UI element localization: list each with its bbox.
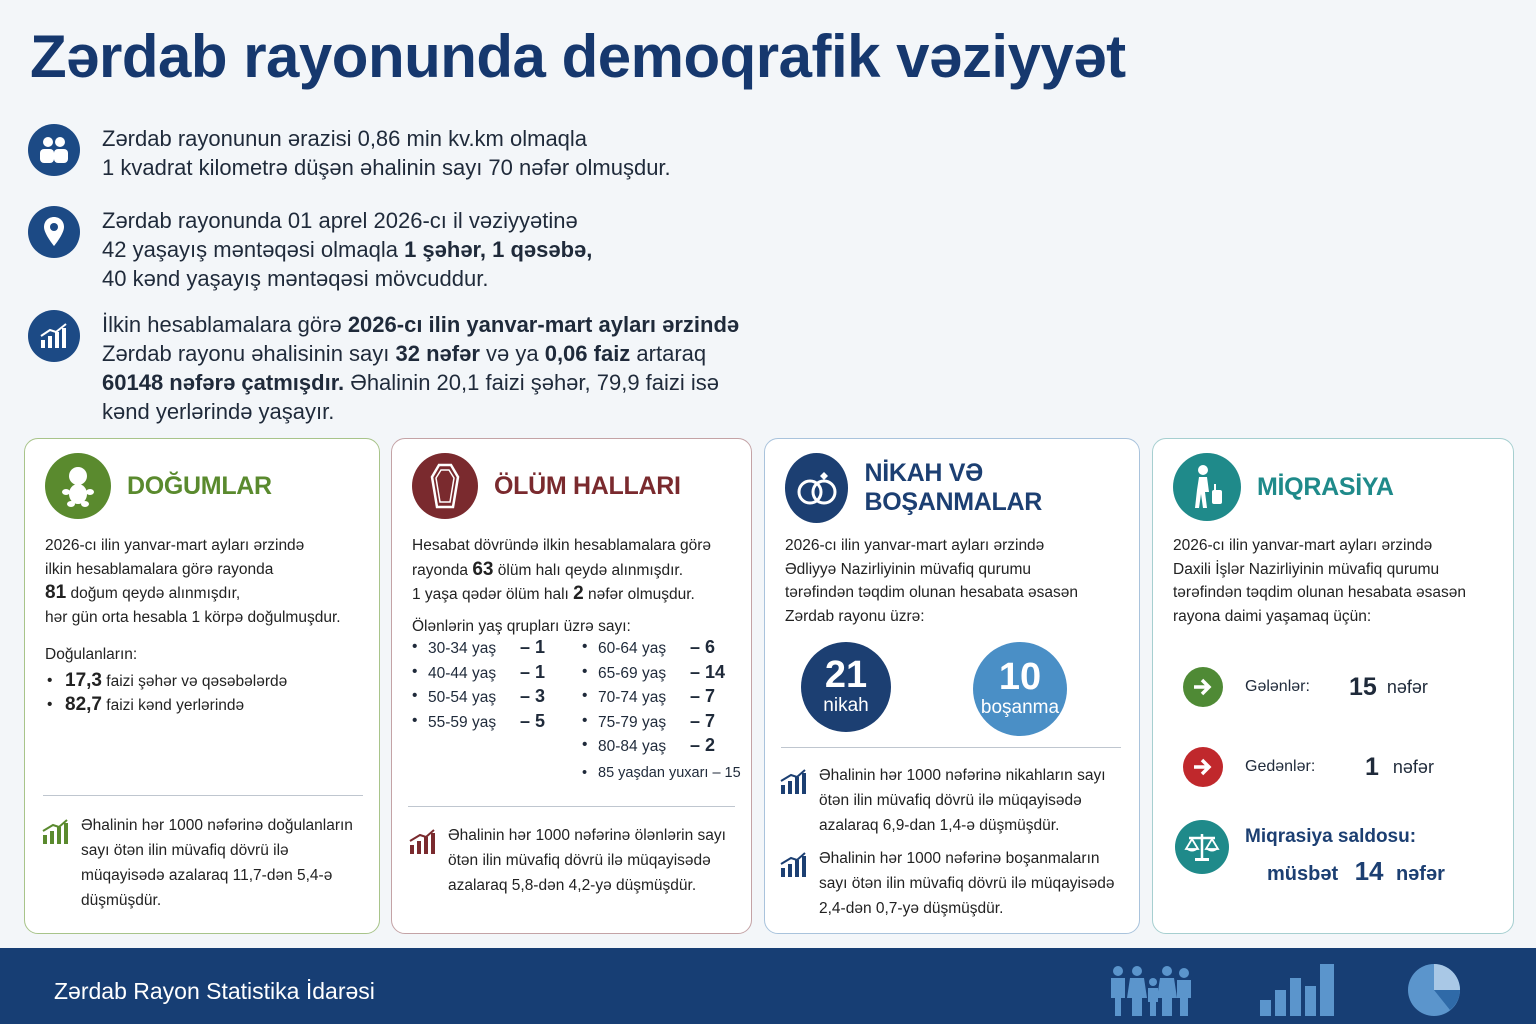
divider	[43, 795, 363, 796]
age-list-right	[582, 635, 741, 785]
saldo-label: Miqrasiya saldosu:	[1245, 826, 1417, 847]
coffin-icon	[412, 453, 478, 519]
list-item: • 70-74 yaş – 7	[582, 684, 741, 709]
bar-chart-icon	[41, 819, 69, 845]
footer	[0, 948, 1536, 1024]
migration-card	[1152, 438, 1514, 934]
list-item: • 40-44 yaş – 1	[412, 660, 545, 685]
scales-icon	[1175, 820, 1229, 874]
bar-chart-icon	[1258, 964, 1338, 1016]
list-item: • 60-64 yaş – 6	[582, 635, 741, 660]
intro-settlements-text: Zərdab rayonunda 01 aprel 2026-cı il vəziyyətinə 42 yaşayış məntəqəsi olmaqla 1 şəhər, 1 qəsəbə, 40 kənd yaşayış məntəqəsi mövcuddur.	[102, 208, 593, 291]
family-icon	[1108, 964, 1192, 1016]
births-text: 2026-cı ilin yanvar-mart ayları ərzində ilkin hesablamalara görə rayonda 81 doğum qeydə alınmışdır, hər gün orta hesabla 1 körpə doğulmuşdur. Doğulanların: • 17,3 faizi şəhər və qəsəbələrdə • 82,7 faizi kənd yerlərində	[45, 534, 365, 718]
list-item: • 65-69 yaş – 14	[582, 660, 741, 685]
intro-population	[28, 310, 739, 426]
saldo-value: müsbət 14 nəfər	[1267, 856, 1445, 886]
rings-icon	[785, 453, 848, 523]
arrivals-row: Gələnlər: 15 nəfər	[1183, 667, 1428, 707]
marriage-title: NİKAH VƏ BOŞANMALAR	[864, 459, 1043, 516]
age-list-left	[412, 635, 545, 733]
traveler-icon	[1173, 453, 1241, 521]
marriage-note: Əhalinin hər 1000 nəfərinə nikahların sayı ötən ilin müvafiq dövrü ilə müqayisədə azalaraq 6,9-dan 1,4-ə düşmüşdür.	[779, 763, 1129, 838]
arrow-right-icon	[1183, 667, 1223, 707]
marriage-card	[764, 438, 1140, 934]
growth-chart-icon	[28, 310, 80, 362]
bar-chart-icon	[779, 769, 807, 795]
pie-chart-icon	[1406, 962, 1462, 1018]
list-item: • 55-59 yaş – 5	[412, 709, 545, 734]
bar-chart-icon	[408, 829, 436, 855]
births-card	[24, 438, 380, 934]
marriages-circle: 21 nikah	[801, 642, 891, 732]
divider	[408, 806, 735, 807]
migration-title: MİQRASİYA	[1257, 472, 1394, 501]
list-item: • 80-84 yaş – 2	[582, 733, 741, 758]
page-title: Zərdab rayonunda demoqrafik vəziyyət	[30, 23, 1126, 90]
list-item: • 50-54 yaş – 3	[412, 684, 545, 709]
intro-settlements	[28, 206, 592, 293]
bar-chart-icon	[779, 852, 807, 878]
deaths-note: Əhalinin hər 1000 nəfərinə ölənlərin sayı ötən ilin müvafiq dövrü ilə müqayisədə azalaraq 5,8-dən 4,2-yə düşmüşdür.	[408, 823, 739, 898]
divorces-circle: 10 boşanma	[973, 642, 1067, 736]
divorce-note: Əhalinin hər 1000 nəfərinə boşanmaların sayı ötən ilin müvafiq dövrü ilə müqayisədə 2,4-dən 0,7-yə düşmüşdür.	[779, 846, 1129, 921]
deaths-text: Hesabat dövründə ilkin hesablamalara görə rayonda 63 ölüm halı qeydə alınmışdır. 1 yaşa qədər ölüm halı 2 nəfər olmuşdur. Ölənlərin yaş qrupları üzrə sayı:	[412, 537, 711, 635]
list-item: • 30-34 yaş – 1	[412, 635, 545, 660]
divider	[781, 747, 1121, 748]
location-pin-icon	[28, 206, 80, 258]
list-item: • 17,3 faizi şəhər və qəsəbələrdə	[45, 669, 365, 694]
births-title: DOĞUMLAR	[127, 471, 272, 500]
intro-population-text: İlkin hesablamalara görə 2026-cı ilin yanvar-mart ayları ərzində Zərdab rayonu əhalisinin sayı 32 nəfər və ya 0,06 faiz artaraq 60148 nəfərə çatmışdır. Əhalinin 20,1 faizi şəhər, 79,9 faizi isə kənd yerlərində yaşayır.	[102, 312, 740, 424]
intro-area	[28, 124, 671, 182]
deaths-card	[391, 438, 752, 934]
footer-org: Zərdab Rayon Statistika İdarəsi	[54, 978, 375, 1004]
list-item: • 75-79 yaş – 7	[582, 709, 741, 734]
baby-icon	[45, 453, 111, 519]
migration-text: 2026-cı ilin yanvar-mart ayları ərzində Daxili İşlər Nazirliyinin müvafiq qurumu tərəfindən təqdim olunan hesabata əsasən rayona daimi yaşamaq üçün:	[1173, 537, 1466, 625]
intro-area-text: Zərdab rayonunun ərazisi 0,86 min kv.km olmaqla 1 kvadrat kilometrə düşən əhalinin sayı 70 nəfər olmuşdur.	[102, 126, 671, 180]
arrow-right-icon	[1183, 747, 1223, 787]
departures-row: Gedənlər: 1 nəfər	[1183, 747, 1434, 787]
people-icon	[28, 124, 80, 176]
marriage-text: 2026-cı ilin yanvar-mart ayları ərzində Ədliyyə Nazirliyinin müvafiq qurumu tərəfindən təqdim olunan hesabata əsasən Zərdab rayonu üzrə:	[785, 537, 1078, 625]
births-note: Əhalinin hər 1000 nəfərinə doğulanların sayı ötən ilin müvafiq dövrü ilə müqayisədə azalaraq 11,7-dən 5,4-ə düşmüşdür.	[41, 813, 367, 913]
list-item: • 85 yaşdan yuxarı – 15	[582, 761, 741, 786]
deaths-title: ÖLÜM HALLARI	[494, 471, 681, 500]
list-item: • 82,7 faizi kənd yerlərində	[45, 693, 365, 718]
